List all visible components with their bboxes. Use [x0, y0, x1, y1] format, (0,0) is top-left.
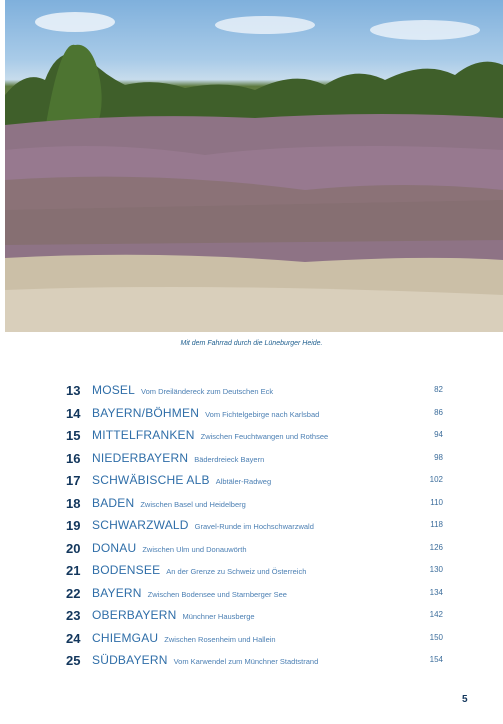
chapter-title-line: [92, 518, 314, 532]
chapter-title: SÜDBAYERN: [92, 653, 168, 667]
toc-entry[interactable]: [0, 560, 503, 580]
chapter-title: BAYERN/BÖHMEN: [92, 405, 200, 420]
toc-entry[interactable]: [0, 425, 503, 445]
chapter-title: MOSEL: [92, 383, 136, 397]
chapter-description: An der Grenze zu Schweiz und Österreich: [166, 567, 307, 576]
chapter-description: Bäderdreieck Bayern: [194, 454, 265, 464]
chapter-title: BAYERN: [92, 585, 142, 600]
toc-entry[interactable]: [0, 403, 503, 423]
chapter-title-line: [92, 406, 319, 420]
chapter-title-line: [92, 496, 246, 510]
heathland-photo: [5, 0, 503, 332]
page-folio: 5: [462, 694, 468, 705]
chapter-title-line: [92, 653, 318, 667]
chapter-title: SCHWÄBISCHE ALB: [92, 473, 210, 487]
chapter-title: DONAU: [92, 540, 137, 555]
chapter-title: BADEN: [92, 495, 135, 510]
chapter-title-line: [92, 541, 247, 555]
chapter-description: Vom Fichtelgebirge nach Karlsbad: [205, 409, 320, 419]
chapter-number: 18: [66, 495, 81, 511]
page-number: 82: [434, 385, 443, 394]
chapter-description: Zwischen Rosenheim und Hallein: [164, 634, 276, 644]
chapter-title-line: [92, 586, 287, 600]
chapter-number: 13: [66, 383, 81, 398]
chapter-title: CHIEMGAU: [92, 630, 159, 645]
page-number: 98: [434, 452, 443, 462]
chapter-title: BODENSEE: [92, 563, 161, 577]
chapter-number: 17: [66, 473, 81, 488]
page-number: 142: [429, 610, 443, 619]
chapter-description: Vom Karwendel zum Münchner Stadtstrand: [173, 657, 319, 666]
chapter-title: MITTELFRANKEN: [92, 428, 195, 442]
chapter-description: Zwischen Bodensee und Starnberger See: [147, 589, 287, 599]
toc-entry[interactable]: [0, 538, 503, 558]
page-number: 110: [430, 497, 443, 507]
toc-entry[interactable]: [0, 583, 503, 603]
page-number: 86: [434, 407, 443, 417]
chapter-description: Münchner Hausberge: [182, 612, 255, 621]
page-number: 134: [429, 587, 443, 597]
toc-entry[interactable]: [0, 493, 503, 513]
toc-entry[interactable]: [0, 380, 503, 400]
toc-entry[interactable]: [0, 628, 503, 648]
chapter-title-line: [92, 428, 328, 442]
heathland-illustration: [5, 0, 503, 332]
page-number: 102: [429, 475, 443, 484]
page-number: 130: [429, 565, 443, 574]
chapter-title: SCHWARZWALD: [92, 518, 189, 532]
page-number: 94: [434, 430, 443, 439]
chapter-title-line: [92, 563, 306, 577]
chapter-number: 21: [66, 563, 81, 578]
chapter-number: 22: [66, 585, 81, 601]
toc-entry[interactable]: [0, 448, 503, 468]
chapter-number: 23: [66, 608, 81, 623]
page-number: 126: [429, 542, 443, 552]
chapter-number: 19: [66, 518, 81, 533]
chapter-title-line: [92, 608, 255, 622]
toc-entry[interactable]: [0, 605, 503, 625]
chapter-description: Zwischen Feuchtwangen und Rothsee: [200, 432, 329, 441]
chapter-number: 16: [66, 450, 81, 466]
chapter-description: Gravel-Runde im Hochschwarzwald: [194, 522, 314, 531]
page-number: 118: [430, 520, 443, 529]
chapter-title-line: [92, 383, 273, 397]
chapter-title: OBERBAYERN: [92, 608, 177, 622]
chapter-title-line: [92, 451, 264, 465]
toc-entry[interactable]: [0, 650, 503, 670]
chapter-number: 14: [66, 405, 81, 421]
toc-entry[interactable]: [0, 515, 503, 535]
chapter-description: Zwischen Basel und Heidelberg: [140, 499, 246, 509]
chapter-number: 15: [66, 428, 81, 443]
chapter-description: Albtäler-Radweg: [215, 477, 272, 486]
chapter-description: Zwischen Ulm und Donauwörth: [142, 544, 247, 554]
chapter-title-line: [92, 631, 276, 645]
chapter-title-line: [92, 473, 271, 487]
page-number: 154: [429, 655, 443, 664]
chapter-title: NIEDERBAYERN: [92, 450, 189, 465]
photo-caption: Mit dem Fahrrad durch die Lüneburger Heide.: [180, 340, 323, 347]
chapter-description: Vom Dreiländereck zum Deutschen Eck: [141, 387, 274, 396]
chapter-number: 24: [66, 630, 81, 646]
chapter-number: 20: [66, 540, 81, 556]
toc-entry[interactable]: [0, 470, 503, 490]
page-number: 150: [429, 632, 443, 642]
chapter-number: 25: [66, 653, 81, 668]
